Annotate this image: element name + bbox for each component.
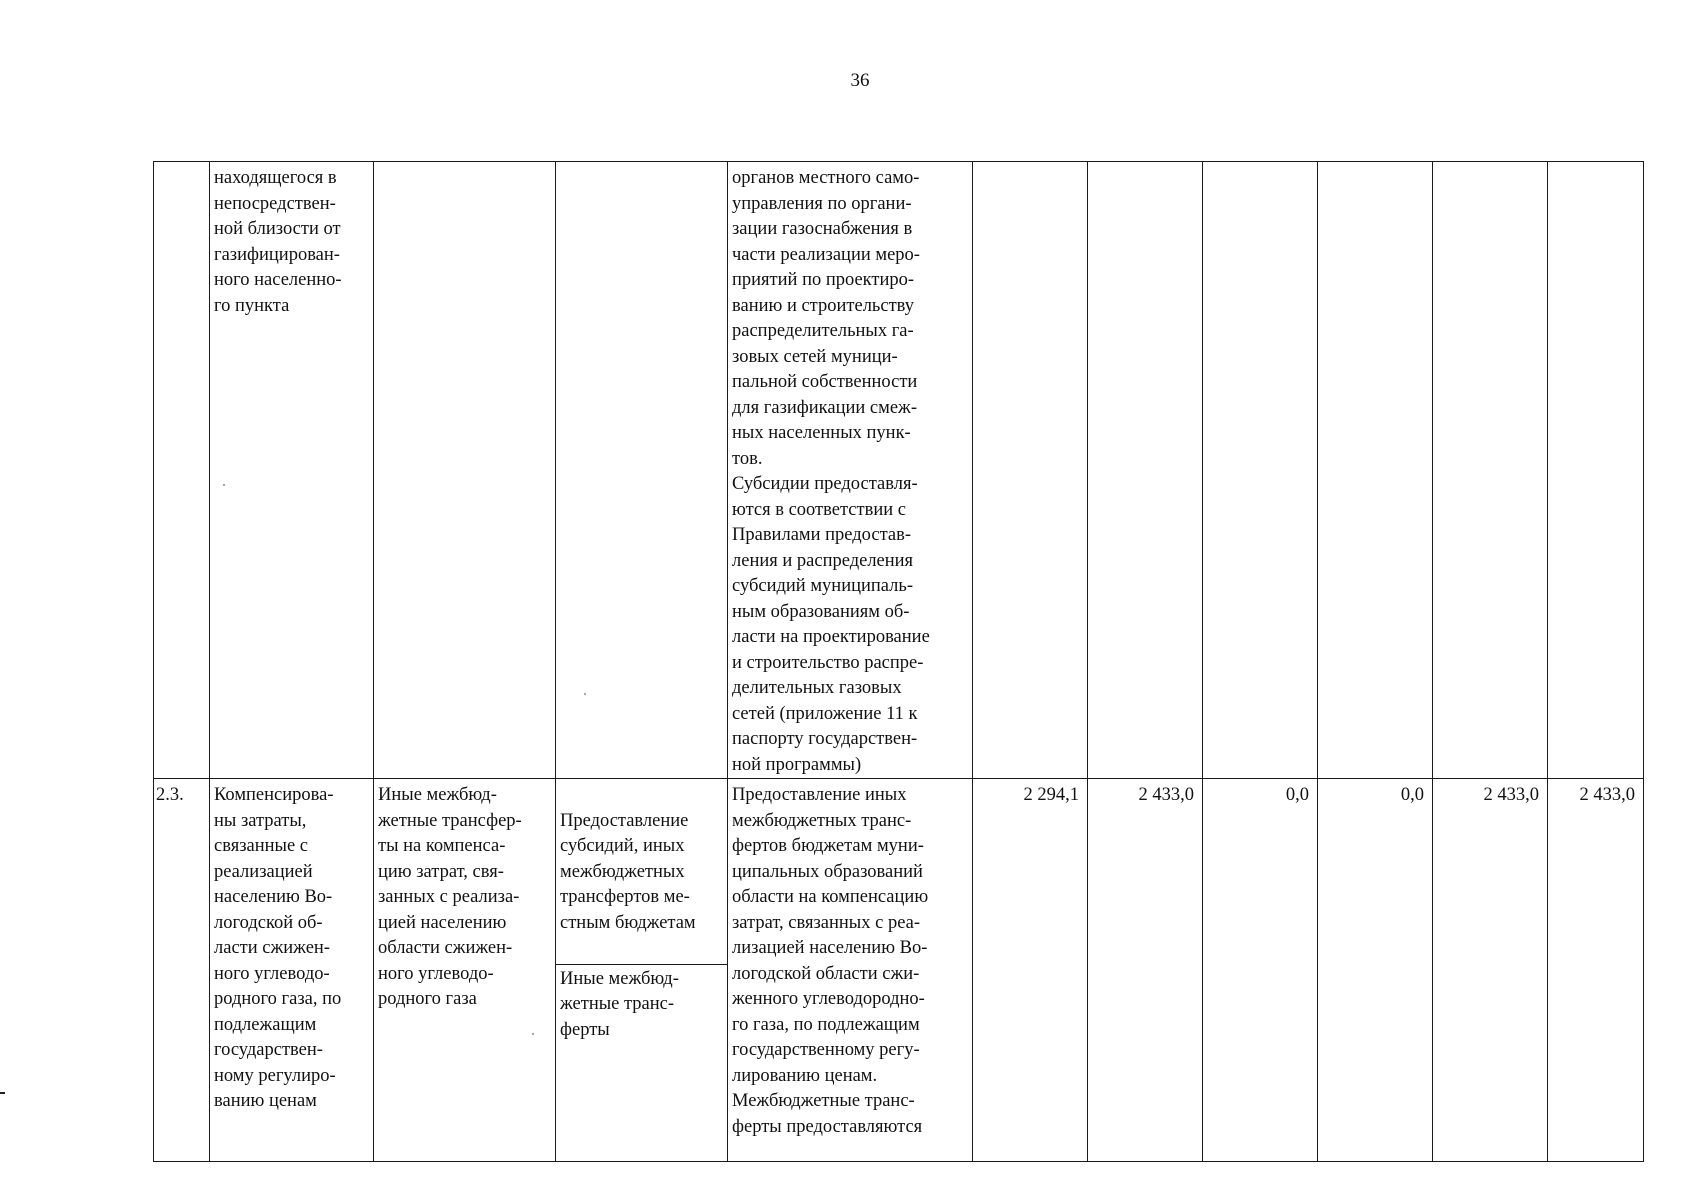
cell-mechanism-secondary: Иные межбюд- жетные транс- ферты	[556, 964, 727, 1044]
scan-speck	[584, 693, 586, 695]
cell-value-6: 2 433,0	[1548, 779, 1644, 1162]
cell-row-number	[154, 162, 210, 779]
cell-mechanism-primary: Предоставление субсидий, иных межбюджетных трансфертов ме- стным бюджетам	[560, 810, 696, 933]
cell-result: Компенсирова- ны затраты, связанные с реализацией населению Во- логодской об- ласти сжижен- ного углеводо- родного газа, по подлежащим государствен- ному регулиро- ванию ценам	[210, 779, 374, 1162]
cell-value-1	[973, 162, 1088, 779]
cell-row-number: 2.3.	[154, 779, 210, 1162]
program-table	[153, 161, 1644, 1162]
cell-mechanism	[556, 162, 728, 779]
cell-value-1: 2 294,1	[973, 779, 1088, 1162]
table-row	[154, 162, 1644, 779]
cell-transfer: Иные межбюд- жетные трансфер- ты на компенса- цию затрат, свя- занных с реализа- цией населению области сжижен- ного углеводо- родного газа	[374, 779, 556, 1162]
cell-description: органов местного само- управления по органи- зации газоснабжения в части реализации меро- приятий по проектиро- ванию и строительству распределительных га- зовых сетей муници- пальной собственности для газификации смеж- ных населенных пунк- тов. Субсидии предоставля- ются в соответствии с Правилами предостав- ления и распределения субсидий муниципаль- ным образованиям об- ласти на проектирование и строительство распре- делительных газовых сетей (приложение 11 к паспорту государствен- ной программы)	[728, 162, 973, 779]
page-number: 36	[850, 70, 870, 91]
margin-mark	[0, 1092, 5, 1094]
scan-speck	[223, 484, 225, 486]
cell-value-6	[1548, 162, 1644, 779]
cell-value-2	[1088, 162, 1203, 779]
cell-value-5: 2 433,0	[1433, 779, 1548, 1162]
cell-transfer	[374, 162, 556, 779]
cell-value-2: 2 433,0	[1088, 779, 1203, 1162]
cell-mechanism-primary	[560, 192, 724, 194]
cell-description: Предоставление иных межбюджетных транс- фертов бюджетам муни- ципальных образований области на компенсацию затрат, связанных с реа- лизацией населению Во- логодской области сжи- женного углеводородно- го газа, по подлежащим государственному регу- лированию ценам. Межбюджетные транс- ферты предоставляются	[728, 779, 973, 1162]
cell-value-4: 0,0	[1318, 779, 1433, 1162]
cell-value-3	[1203, 162, 1318, 779]
cell-mechanism	[556, 779, 728, 1162]
cell-value-5	[1433, 162, 1548, 779]
cell-value-4	[1318, 162, 1433, 779]
scan-speck	[532, 1033, 534, 1035]
cell-value-3: 0,0	[1203, 779, 1318, 1162]
cell-result: находящегося в непосредствен- ной близости от газифицирован- ного населенно- го пункта	[210, 162, 374, 779]
table-row	[154, 779, 1644, 1162]
